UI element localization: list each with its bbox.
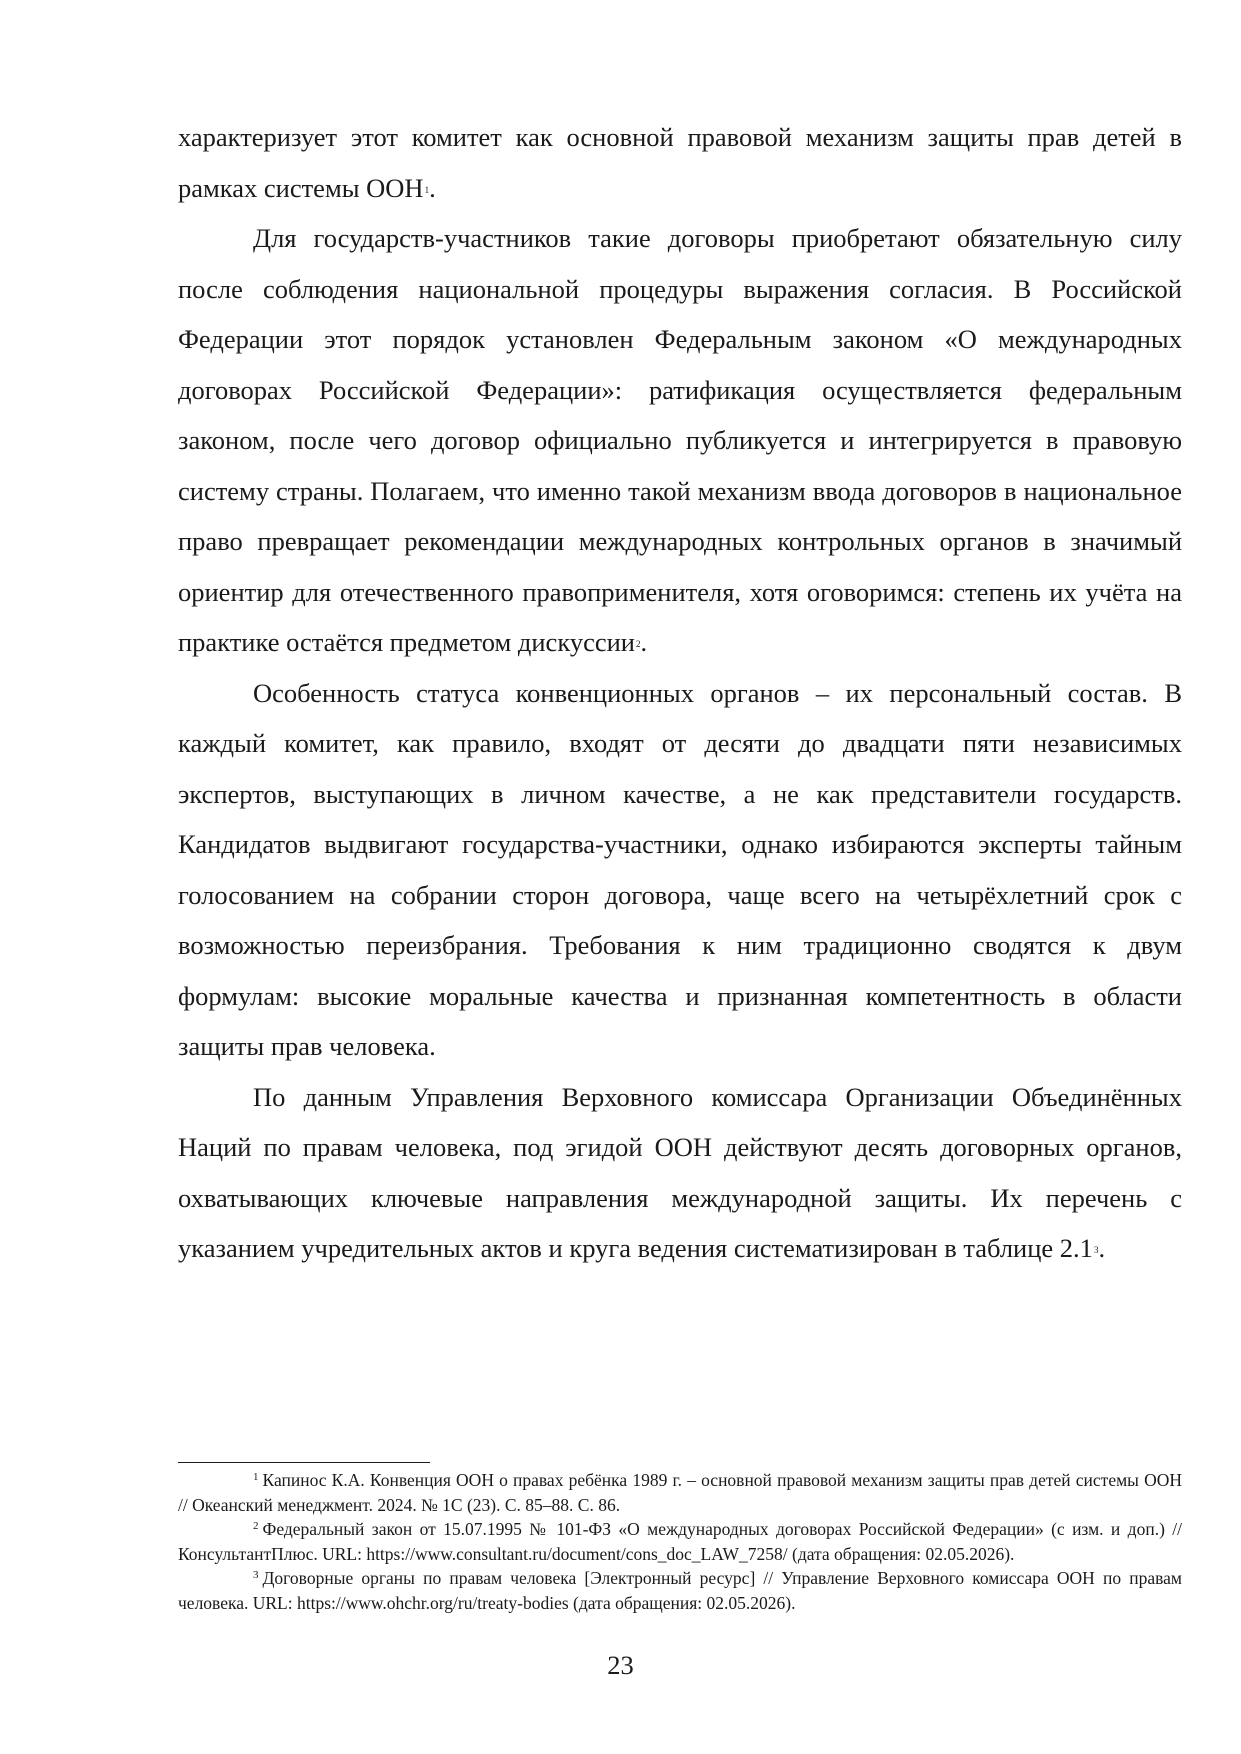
paragraph [178, 1072, 1182, 1274]
paragraph-text: По данным Управления Верховного комиссара Организации Объединённых Наций по правам человека, под эгидой ООН действуют десять договорных органов, охватывающих ключевые направления международной защиты. Их перечень с указанием учредительных актов и круга ведения систематизирован в таблице 2.1 [178, 1081, 1182, 1263]
footnote-text: Договорные органы по правам человека [Электронный ресурс] // Управление Верховного комиссара ООН по правам человека. URL: https://www.ohchr.org/ru/treaty-bodies (дата обращения: 02.05.2026). [178, 1568, 1182, 1613]
footnote [178, 1468, 1182, 1517]
footnote-ref: 2 [635, 639, 641, 649]
footnote-number: 3 [253, 1569, 259, 1581]
footnote-ref: 3 [1093, 1245, 1099, 1255]
paragraph-text: Для государств-участников такие договоры приобретают обязательную силу после соблюдения национальной процедуры выражения согласия. В Российской Федерации этот порядок установлен Федеральным законом «О международных договорах Российской Федерации»: ратификация осуществляется федеральным законом, после чего договор официально публикуется и интегрируется в правовую систему страны. Полагаем, что именно такой механизм ввода договоров в национальное право превращает рекомендации международных контрольных органов в значимый ориентир для отечественного правоприменителя, хотя оговоримся: степень их учёта на практике остаётся предметом дискуссии [178, 223, 1182, 657]
footnote [178, 1517, 1182, 1566]
footnote [178, 1566, 1182, 1615]
footnote-text: Капинос К.А. Конвенция ООН о правах ребёнка 1989 г. – основной правовой механизм защиты прав детей системы ООН // Океанский менеджмент. 2024. № 1С (23). С. 85–88. С. 86. [178, 1470, 1182, 1515]
footnote-ref: 1 [424, 184, 430, 195]
paragraph-end: . [640, 627, 648, 657]
footnote-number: 2 [253, 1520, 259, 1532]
paragraph [178, 213, 1182, 668]
paragraph-end: . [1098, 1233, 1106, 1263]
footnote-separator [178, 1462, 430, 1463]
footnotes [178, 1468, 1182, 1615]
paragraph-text: характеризует этот комитет как основной правовой механизм защиты прав детей в рамках системы ООН [178, 122, 1182, 203]
paragraph-text: Особенность статуса конвенционных органов – их персональный состав. В каждый комитет, как правило, входят от десяти до двадцати пяти независимых экспертов, выступающих в личном качестве, а не как представители государств. Кандидатов выдвигают государства-участники, однако избираются эксперты тайным голосованием на собрании сторон договора, чаще всего на четырёхлетний срок с возможностью переизбрания. Требования к ним традиционно сводятся к двум формулам: высокие моральные качества и признанная компетентность в области защиты прав человека. [178, 677, 1182, 1061]
footnote-text: Федеральный закон от 15.07.1995 № 101-ФЗ «О международных договорах Российской Федерации» (с изм. и доп.) // КонсультантПлюс. URL: https://www.consultant.ru/document/cons_doc_LAW_7258/ (дата обращения: 02.05.2026). [178, 1519, 1182, 1564]
page-number: 23 [607, 1650, 634, 1680]
footnote-number: 1 [253, 1471, 259, 1483]
paragraph [178, 112, 1182, 213]
paragraph [178, 668, 1182, 1072]
body-text [178, 112, 1182, 1274]
paragraph-end: . [429, 172, 436, 203]
